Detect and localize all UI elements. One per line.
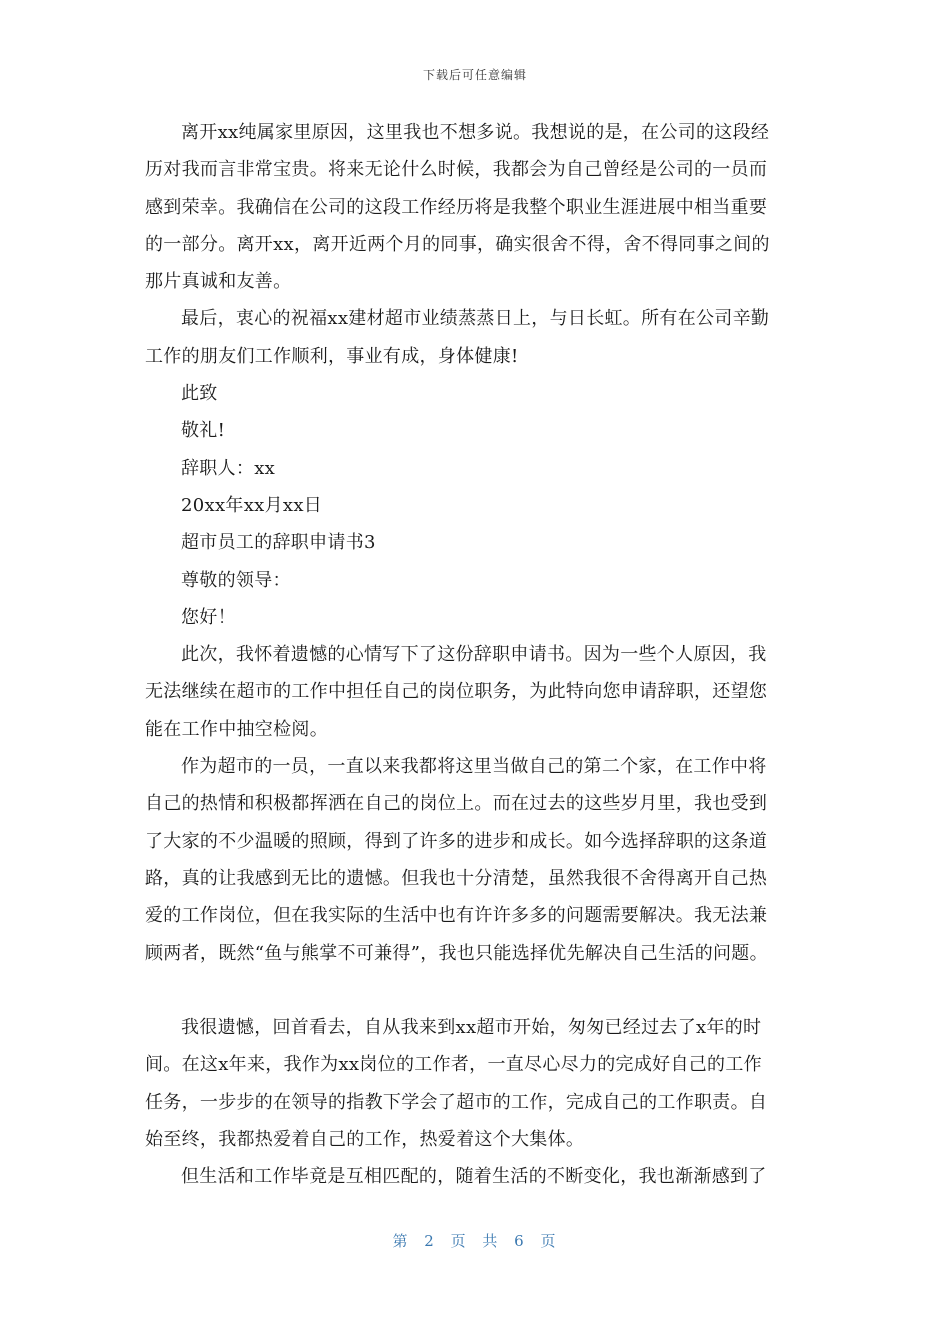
page-header-note: 下载后可任意编辑 <box>422 68 527 82</box>
text-line: 作为超市的一员，一直以来我都将这里当做自己的第二个家，在工作中将 <box>181 756 767 778</box>
section-title: 超市员工的辞职申请书3 <box>181 532 376 554</box>
text-line: 任务，一步步的在领导的指教下学会了超市的工作，完成自己的工作职责。自 <box>145 1091 768 1113</box>
blank-line <box>145 972 807 1009</box>
closing-salutation: 此致 <box>181 383 218 405</box>
text-line: 我很遗憾，回首看去，自从我来到xx超市开始，匆匆已经过去了x年的时 <box>181 1017 762 1039</box>
text-line: 此次，我怀着遗憾的心情写下了这份辞职申请书。因为一些个人原因，我 <box>181 644 767 666</box>
text-line: 爱的工作岗位，但在我实际的生活中也有许许多多的问题需要解决。我无法兼 <box>145 905 768 927</box>
signature-line: 辞职人：xx <box>181 457 276 479</box>
text-line: 那片真诚和友善。 <box>145 271 292 293</box>
text-line: 自己的热情和积极都挥洒在自己的岗位上。而在过去的这些岁月里，我也受到 <box>145 793 768 815</box>
greeting-line: 您好！ <box>181 606 236 628</box>
text-line: 能在工作中抽空检阅。 <box>145 718 328 740</box>
date-line: 20xx年xx月xx日 <box>181 494 323 516</box>
text-line: 但生活和工作毕竟是互相匹配的，随着生活的不断变化，我也渐渐感到了 <box>181 1166 767 1188</box>
text-line: 工作的朋友们工作顺利，事业有成，身体健康! <box>145 345 519 367</box>
closing-regards: 敬礼! <box>181 420 226 442</box>
text-line: 历对我而言非常宝贵。将来无论什么时候，我都会为自己曾经是公司的一员而 <box>145 159 768 181</box>
text-line: 感到荣幸。我确信在公司的这段工作经历将是我整个职业生涯进展中相当重要 <box>145 196 768 218</box>
text-line: 的一部分。离开xx，离开近两个月的同事，确实很舍不得，舍不得同事之间的 <box>145 233 770 255</box>
text-line: 路，真的让我感到无比的遗憾。但我也十分清楚，虽然我很不舍得离开自己热 <box>145 867 768 889</box>
text-line: 了大家的不少温暖的照顾，得到了许多的进步和成长。如今选择辞职的这条道 <box>145 830 768 852</box>
text-line: 无法继续在超市的工作中担任自己的岗位职务，为此特向您申请辞职，还望您 <box>145 681 768 703</box>
document-body <box>145 114 807 1196</box>
text-line: 离开xx纯属家里原因，这里我也不想多说。我想说的是，在公司的这段经 <box>181 122 770 143</box>
text-line: 顾两者，既然“鱼与熊掌不可兼得”，我也只能选择优先解决自己生活的问题。 <box>145 942 768 964</box>
text-line: 始至终，我都热爱着自己的工作，热爱着这个大集体。 <box>145 1129 585 1151</box>
text-line: 间。在这x年来，我作为xx岗位的工作者，一直尽心尽力的完成好自己的工作 <box>145 1054 762 1076</box>
page-number-footer: 第 2 页 共 6 页 <box>392 1232 558 1250</box>
text-line: 最后，衷心的祝福xx建材超市业绩蒸蒸日上，与日长虹。所有在公司辛勤 <box>181 308 770 330</box>
greeting-line: 尊敬的领导： <box>181 569 291 591</box>
